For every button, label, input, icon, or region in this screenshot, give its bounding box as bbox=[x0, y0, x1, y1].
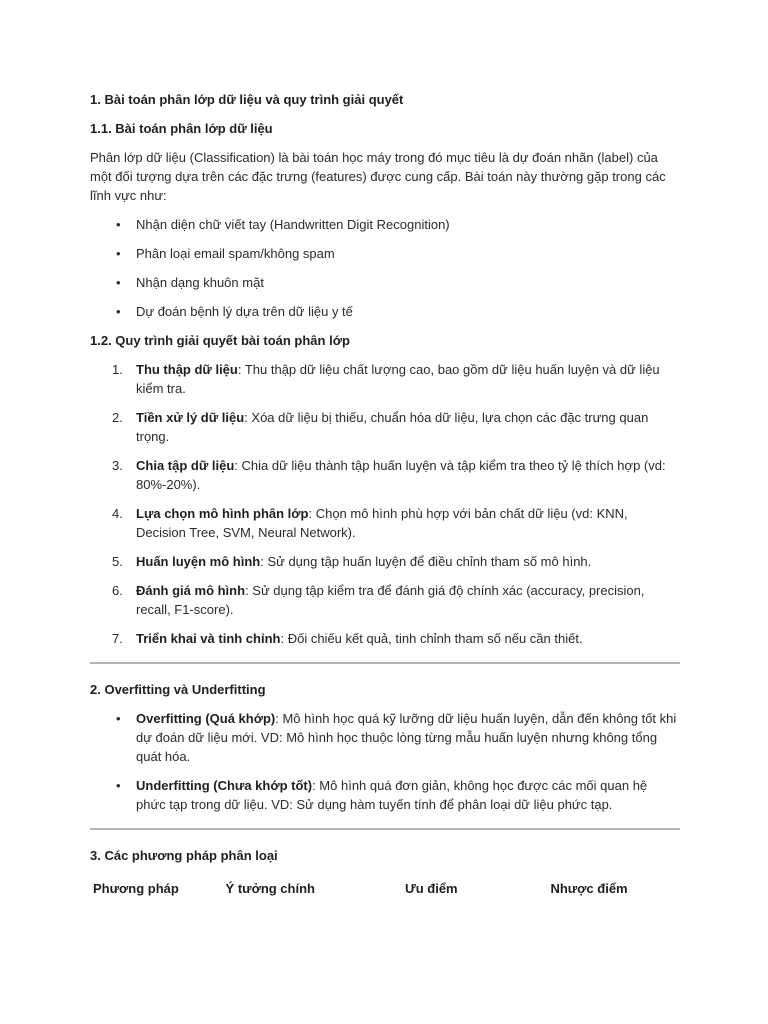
section-1-title: 1. Bài toán phân lớp dữ liệu và quy trình giải quyết bbox=[90, 92, 404, 107]
section-1-1-title: 1.1. Bài toán phân lớp dữ liệu bbox=[90, 121, 273, 136]
step-item bbox=[90, 504, 680, 542]
document-content bbox=[90, 90, 680, 898]
fitting-list bbox=[90, 709, 680, 814]
step-term: Thu thập dữ liệu bbox=[136, 362, 238, 377]
applications-list bbox=[90, 215, 680, 321]
step-description: : Đối chiếu kết quả, tinh chỉnh tham số nếu cần thiết. bbox=[280, 631, 583, 646]
bullet-icon: • bbox=[116, 275, 121, 290]
step-term: Chia tập dữ liệu bbox=[136, 458, 235, 473]
bullet-icon: • bbox=[116, 778, 121, 793]
step-number: 4. bbox=[112, 506, 123, 521]
section-2-title: 2. Overfitting và Underfitting bbox=[90, 682, 266, 697]
step-item bbox=[90, 552, 680, 571]
section-3-title: 3. Các phương pháp phân loại bbox=[90, 848, 278, 863]
section-divider bbox=[90, 662, 680, 664]
list-item bbox=[90, 244, 680, 263]
list-item-text: Nhận diện chữ viết tay (Handwritten Digit Recognition) bbox=[136, 217, 450, 232]
list-item bbox=[90, 302, 680, 321]
list-item bbox=[90, 776, 680, 814]
item-term: Overfitting (Quá khớp) bbox=[136, 711, 276, 726]
step-term: Huấn luyện mô hình bbox=[136, 554, 261, 569]
step-item bbox=[90, 629, 680, 648]
item-description: : Mô hình học quá kỹ lưỡng dữ liệu huấn luyện, dẫn đến không tốt khi dự đoán dữ liệu mới. VD: Mô hình học thuộc lòng từng mẫu huấn luyện nhưng không tổng quát hóa. bbox=[136, 711, 677, 764]
methods-table-header bbox=[90, 879, 680, 898]
step-term: Tiền xử lý dữ liệu bbox=[136, 410, 245, 425]
step-description: : Sử dụng tập kiểm tra để đánh giá độ chính xác (accuracy, precision, recall, F1-score). bbox=[136, 583, 645, 617]
list-item-text: Phân loại email spam/không spam bbox=[136, 246, 335, 261]
bullet-icon: • bbox=[116, 304, 121, 319]
step-description: : Chia dữ liệu thành tập huấn luyện và tập kiểm tra theo tỷ lệ thích hợp (vd: 80%-20%). bbox=[136, 458, 666, 492]
step-item bbox=[90, 408, 680, 446]
table-header-cell: Ưu điểm bbox=[404, 881, 458, 896]
intro-paragraph: Phân lớp dữ liệu (Classification) là bài toán học máy trong đó mục tiêu là dự đoán nhãn (label) của một đối tượng dựa trên các đặc trưng (features) được cung cấp. Bài toán này thường gặp trong các lĩnh vực như: bbox=[90, 150, 666, 203]
step-description: : Xóa dữ liệu bị thiếu, chuẩn hóa dữ liệu, lựa chọn các đặc trưng quan trọng. bbox=[136, 410, 649, 444]
process-steps-list bbox=[90, 360, 680, 648]
list-item bbox=[90, 273, 680, 292]
table-header-cell: Phương pháp bbox=[93, 881, 179, 896]
list-item-text: Dự đoán bệnh lý dựa trên dữ liệu y tế bbox=[136, 304, 353, 319]
bullet-icon: • bbox=[116, 217, 121, 232]
step-item bbox=[90, 456, 680, 494]
step-number: 6. bbox=[112, 583, 123, 598]
step-number: 7. bbox=[112, 631, 123, 646]
step-description: : Thu thập dữ liệu chất lượng cao, bao gồm dữ liệu huấn luyện và dữ liệu kiểm tra. bbox=[136, 362, 660, 396]
step-item bbox=[90, 581, 680, 619]
bullet-icon: • bbox=[116, 246, 121, 261]
section-1-2-title: 1.2. Quy trình giải quyết bài toán phân lớp bbox=[90, 333, 350, 348]
item-description: : Mô hình quá đơn giản, không học được các mối quan hệ phức tạp trong dữ liệu. VD: Sử dụng hàm tuyến tính để phân loại dữ liệu phức tạp. bbox=[136, 778, 648, 812]
bullet-icon: • bbox=[116, 711, 121, 726]
list-item-text: Nhận dạng khuôn mặt bbox=[136, 275, 264, 290]
list-item bbox=[90, 709, 680, 766]
table-header-cell: Nhược điểm bbox=[550, 881, 628, 896]
step-item bbox=[90, 360, 680, 398]
step-number: 1. bbox=[112, 362, 123, 377]
step-term: Đánh giá mô hình bbox=[136, 583, 246, 598]
step-number: 3. bbox=[112, 458, 123, 473]
step-description: : Sử dụng tập huấn luyện để điều chỉnh tham số mô hình. bbox=[260, 554, 592, 569]
step-description: : Chọn mô hình phù hợp với bản chất dữ liệu (vd: KNN, Decision Tree, SVM, Neural Network). bbox=[136, 506, 628, 540]
step-number: 2. bbox=[112, 410, 123, 425]
table-header-cell: Ý tưởng chính bbox=[225, 881, 315, 896]
step-term: Lựa chọn mô hình phân lớp bbox=[136, 506, 309, 521]
section-divider bbox=[90, 828, 680, 830]
item-term: Underfitting (Chưa khớp tốt) bbox=[136, 778, 313, 793]
step-term: Triển khai và tinh chỉnh bbox=[136, 631, 281, 646]
step-number: 5. bbox=[112, 554, 123, 569]
list-item bbox=[90, 215, 680, 234]
